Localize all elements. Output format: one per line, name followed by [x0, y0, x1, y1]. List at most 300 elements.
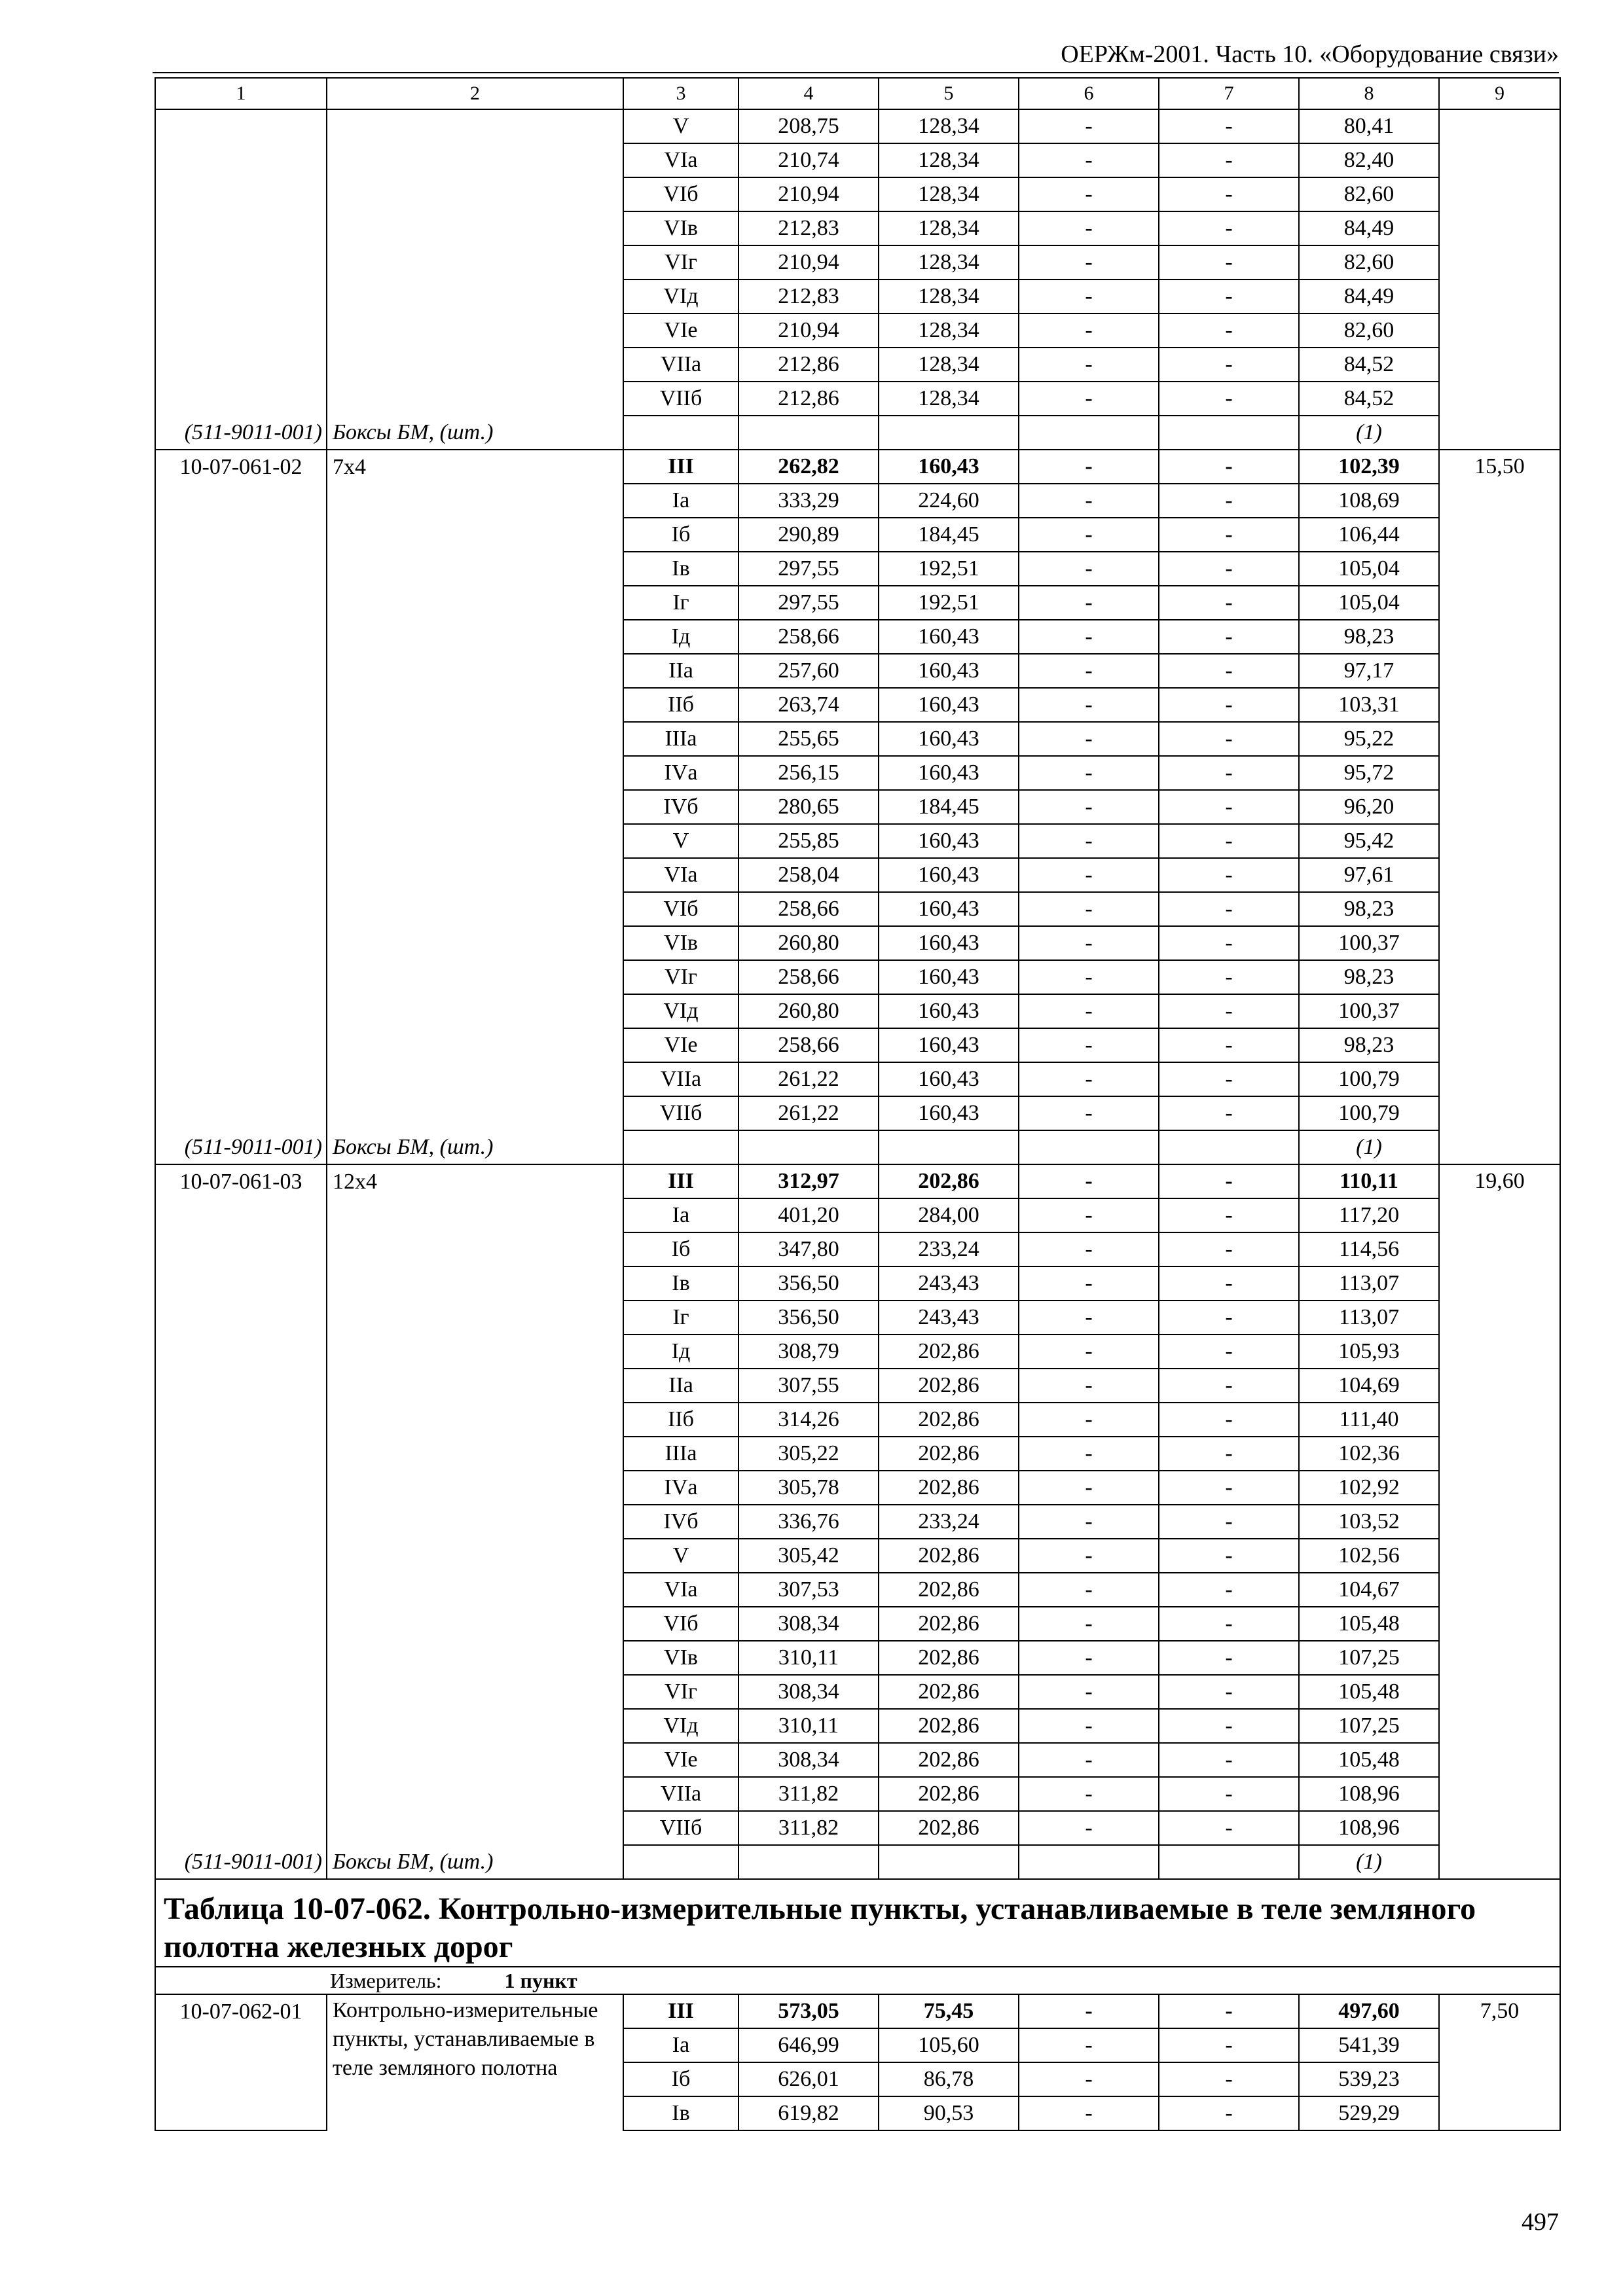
- empty-cell: [1439, 1845, 1560, 1879]
- total-cost-cell: 262,82: [739, 450, 879, 484]
- rate-code-cell: [155, 348, 327, 382]
- rate-name-cell: [327, 1743, 623, 1777]
- total-cost-cell: 260,80: [739, 994, 879, 1028]
- zone-cell: VIд: [623, 279, 739, 314]
- rate-code-cell: [155, 2096, 327, 2130]
- driver-wages-cell: -: [1159, 756, 1299, 790]
- table-row: [155, 1096, 1560, 1130]
- rate-code-cell: [155, 109, 327, 143]
- wages-cell: 202,86: [879, 1164, 1019, 1198]
- unit-value: 1 пункт: [504, 1969, 577, 1992]
- rate-name-cell: [327, 1300, 623, 1335]
- materials-cell: 98,23: [1299, 1028, 1439, 1062]
- driver-wages-cell: -: [1159, 279, 1299, 314]
- running-header: ОЕРЖм-2001. Часть 10. «Оборудование связи»: [1061, 41, 1559, 68]
- total-cost-cell: 290,89: [739, 518, 879, 552]
- rate-code-cell: [155, 1062, 327, 1096]
- labor-cost-cell: [1439, 994, 1560, 1028]
- rate-name-cell: [327, 858, 623, 892]
- materials-cell: 102,56: [1299, 1539, 1439, 1573]
- materials-cell: 95,22: [1299, 722, 1439, 756]
- resource-name: Боксы БМ, (шт.): [327, 1845, 623, 1879]
- wages-cell: 128,34: [879, 109, 1019, 143]
- wages-cell: 202,86: [879, 1403, 1019, 1437]
- table-row: [155, 1777, 1560, 1811]
- driver-wages-cell: -: [1159, 1403, 1299, 1437]
- rate-code-cell: [155, 382, 327, 416]
- zone-cell: VIе: [623, 1743, 739, 1777]
- labor-cost-cell: [1439, 348, 1560, 382]
- total-cost-cell: 308,34: [739, 1743, 879, 1777]
- zone-cell: IVб: [623, 1505, 739, 1539]
- zone-cell: VIд: [623, 1709, 739, 1743]
- rate-name-cell: [327, 1811, 623, 1845]
- materials-cell: 106,44: [1299, 518, 1439, 552]
- driver-wages-cell: -: [1159, 1028, 1299, 1062]
- labor-cost-cell: [1439, 1437, 1560, 1471]
- machines-cell: -: [1019, 1994, 1159, 2028]
- materials-cell: 102,36: [1299, 1437, 1439, 1471]
- rate-code-cell: [155, 1266, 327, 1300]
- rate-code-cell: [155, 484, 327, 518]
- rate-code-cell: [155, 1437, 327, 1471]
- driver-wages-cell: -: [1159, 245, 1299, 279]
- labor-cost-cell: [1439, 654, 1560, 688]
- empty-cell: [739, 416, 879, 450]
- wages-cell: 128,34: [879, 211, 1019, 245]
- driver-wages-cell: -: [1159, 790, 1299, 824]
- driver-wages-cell: -: [1159, 722, 1299, 756]
- table-row: [155, 1539, 1560, 1573]
- materials-cell: 84,52: [1299, 348, 1439, 382]
- wages-cell: 160,43: [879, 926, 1019, 960]
- total-cost-cell: 255,65: [739, 722, 879, 756]
- materials-cell: 105,04: [1299, 552, 1439, 586]
- table-row: [155, 824, 1560, 858]
- rate-code-cell: [155, 1539, 327, 1573]
- rate-code-cell: [155, 1607, 327, 1641]
- empty-cell: [623, 416, 739, 450]
- table-row: [155, 552, 1560, 586]
- total-cost-cell: 333,29: [739, 484, 879, 518]
- total-cost-cell: 619,82: [739, 2096, 879, 2130]
- table-row: [155, 688, 1560, 722]
- resource-name: Боксы БМ, (шт.): [327, 1130, 623, 1164]
- machines-cell: -: [1019, 1369, 1159, 1403]
- empty-cell: [623, 1845, 739, 1879]
- table-row: [155, 177, 1560, 211]
- driver-wages-cell: -: [1159, 1062, 1299, 1096]
- zone-cell: VIе: [623, 1028, 739, 1062]
- rate-name-cell: [327, 926, 623, 960]
- machines-cell: -: [1019, 1607, 1159, 1641]
- machines-cell: -: [1019, 722, 1159, 756]
- driver-wages-cell: -: [1159, 1471, 1299, 1505]
- materials-cell: 497,60: [1299, 1994, 1439, 2028]
- table-row: [155, 586, 1560, 620]
- rate-code-cell: [155, 756, 327, 790]
- rate-code-cell: [155, 143, 327, 177]
- wages-cell: 160,43: [879, 858, 1019, 892]
- table-row: [155, 926, 1560, 960]
- empty-cell: [1439, 416, 1560, 450]
- table-row: [155, 450, 1560, 484]
- machines-cell: -: [1019, 1437, 1159, 1471]
- table-row: [155, 858, 1560, 892]
- labor-cost-cell: 15,50: [1439, 450, 1560, 484]
- driver-wages-cell: -: [1159, 109, 1299, 143]
- rate-name-cell: [327, 314, 623, 348]
- total-cost-cell: 208,75: [739, 109, 879, 143]
- driver-wages-cell: -: [1159, 926, 1299, 960]
- wages-cell: 160,43: [879, 1062, 1019, 1096]
- machines-cell: -: [1019, 1743, 1159, 1777]
- table-row: [155, 279, 1560, 314]
- materials-cell: 107,25: [1299, 1709, 1439, 1743]
- zone-cell: V: [623, 109, 739, 143]
- zone-cell: Iв: [623, 2096, 739, 2130]
- materials-cell: 111,40: [1299, 1403, 1439, 1437]
- wages-cell: 160,43: [879, 1028, 1019, 1062]
- rate-name-cell: [327, 620, 623, 654]
- wages-cell: 184,45: [879, 790, 1019, 824]
- materials-cell: 102,92: [1299, 1471, 1439, 1505]
- total-cost-cell: 307,55: [739, 1369, 879, 1403]
- labor-cost-cell: [1439, 1641, 1560, 1675]
- driver-wages-cell: -: [1159, 1811, 1299, 1845]
- zone-cell: Iб: [623, 518, 739, 552]
- rate-name-cell: [327, 1573, 623, 1607]
- table-row: [155, 1709, 1560, 1743]
- zone-cell: Iб: [623, 1232, 739, 1266]
- labor-cost-cell: [1439, 1403, 1560, 1437]
- total-cost-cell: 646,99: [739, 2028, 879, 2062]
- rate-code-cell: [155, 790, 327, 824]
- driver-wages-cell: -: [1159, 314, 1299, 348]
- machines-cell: -: [1019, 2028, 1159, 2062]
- machines-cell: -: [1019, 790, 1159, 824]
- driver-wages-cell: -: [1159, 552, 1299, 586]
- table-row: [155, 1811, 1560, 1845]
- total-cost-cell: 210,94: [739, 177, 879, 211]
- machines-cell: -: [1019, 1641, 1159, 1675]
- table-row: [155, 1675, 1560, 1709]
- rate-code-cell: 10-07-061-02: [155, 450, 327, 484]
- wages-cell: 192,51: [879, 552, 1019, 586]
- table-row: [155, 109, 1560, 143]
- machines-cell: -: [1019, 824, 1159, 858]
- wages-cell: 160,43: [879, 824, 1019, 858]
- machines-cell: -: [1019, 994, 1159, 1028]
- zone-cell: III: [623, 450, 739, 484]
- rate-code-cell: [155, 892, 327, 926]
- zone-cell: VIв: [623, 211, 739, 245]
- materials-cell: 105,48: [1299, 1607, 1439, 1641]
- machines-cell: -: [1019, 1573, 1159, 1607]
- wages-cell: 160,43: [879, 960, 1019, 994]
- rate-name-cell: [327, 1471, 623, 1505]
- total-cost-cell: 626,01: [739, 2062, 879, 2096]
- total-cost-cell: 356,50: [739, 1266, 879, 1300]
- rate-code-cell: [155, 994, 327, 1028]
- rate-code-cell: [155, 177, 327, 211]
- machines-cell: -: [1019, 2096, 1159, 2130]
- resource-name: Боксы БМ, (шт.): [327, 416, 623, 450]
- rate-name-cell: [327, 654, 623, 688]
- table-row: [155, 1573, 1560, 1607]
- table-row: [155, 790, 1560, 824]
- wages-cell: 160,43: [879, 620, 1019, 654]
- rate-code-cell: [155, 824, 327, 858]
- empty-cell: [1019, 1130, 1159, 1164]
- labor-cost-cell: [1439, 382, 1560, 416]
- materials-cell: 82,40: [1299, 143, 1439, 177]
- total-cost-cell: 305,22: [739, 1437, 879, 1471]
- labor-cost-cell: [1439, 314, 1560, 348]
- zone-cell: Iб: [623, 2062, 739, 2096]
- driver-wages-cell: -: [1159, 1437, 1299, 1471]
- resource-code: (511-9011-001): [155, 416, 327, 450]
- materials-cell: 104,67: [1299, 1573, 1439, 1607]
- table-row: [155, 518, 1560, 552]
- rate-code-cell: 10-07-062-01: [155, 1994, 327, 2028]
- zone-cell: IVа: [623, 756, 739, 790]
- rate-name-cell: [327, 348, 623, 382]
- wages-cell: 202,86: [879, 1743, 1019, 1777]
- rate-code-cell: [155, 1028, 327, 1062]
- empty-cell: [739, 1130, 879, 1164]
- labor-cost-cell: [1439, 722, 1560, 756]
- column-number: 4: [739, 78, 879, 109]
- zone-cell: Iд: [623, 1335, 739, 1369]
- machines-cell: -: [1019, 1403, 1159, 1437]
- table-row: [155, 722, 1560, 756]
- machines-cell: -: [1019, 484, 1159, 518]
- driver-wages-cell: -: [1159, 1539, 1299, 1573]
- materials-cell: 105,04: [1299, 586, 1439, 620]
- materials-cell: 95,72: [1299, 756, 1439, 790]
- wages-cell: 160,43: [879, 892, 1019, 926]
- zone-cell: Iа: [623, 2028, 739, 2062]
- driver-wages-cell: -: [1159, 1096, 1299, 1130]
- machines-cell: -: [1019, 1028, 1159, 1062]
- rate-code-cell: [155, 1232, 327, 1266]
- wages-cell: 202,86: [879, 1709, 1019, 1743]
- labor-cost-cell: [1439, 2028, 1560, 2062]
- driver-wages-cell: -: [1159, 1994, 1299, 2028]
- total-cost-cell: 308,34: [739, 1607, 879, 1641]
- rate-name-cell: [327, 1505, 623, 1539]
- machines-cell: -: [1019, 1266, 1159, 1300]
- materials-cell: 105,48: [1299, 1743, 1439, 1777]
- total-cost-cell: 258,66: [739, 620, 879, 654]
- zone-cell: VIг: [623, 1675, 739, 1709]
- table-row: [155, 211, 1560, 245]
- rate-code-cell: [155, 1573, 327, 1607]
- labor-cost-cell: [1439, 620, 1560, 654]
- rate-code-cell: [155, 1471, 327, 1505]
- labor-cost-cell: [1439, 1607, 1560, 1641]
- table-row: [155, 1641, 1560, 1675]
- machines-cell: -: [1019, 382, 1159, 416]
- driver-wages-cell: -: [1159, 892, 1299, 926]
- zone-cell: V: [623, 1539, 739, 1573]
- rate-name-cell: Контрольно-измерительные пункты, устанавливаемые в теле земляного полотна: [327, 1994, 623, 2130]
- total-cost-cell: 260,80: [739, 926, 879, 960]
- labor-cost-cell: [1439, 279, 1560, 314]
- driver-wages-cell: -: [1159, 994, 1299, 1028]
- wages-cell: 202,86: [879, 1471, 1019, 1505]
- wages-cell: 128,34: [879, 279, 1019, 314]
- labor-cost-cell: [1439, 1335, 1560, 1369]
- materials-cell: 98,23: [1299, 960, 1439, 994]
- rate-name-cell: [327, 1437, 623, 1471]
- rate-name-cell: [327, 1335, 623, 1369]
- materials-cell: 114,56: [1299, 1232, 1439, 1266]
- machines-cell: -: [1019, 926, 1159, 960]
- column-number: 6: [1019, 78, 1159, 109]
- wages-cell: 128,34: [879, 245, 1019, 279]
- machines-cell: -: [1019, 1675, 1159, 1709]
- driver-wages-cell: -: [1159, 1675, 1299, 1709]
- rate-code-cell: [155, 1641, 327, 1675]
- labor-cost-cell: [1439, 1096, 1560, 1130]
- zone-cell: VIб: [623, 1607, 739, 1641]
- total-cost-cell: 212,83: [739, 279, 879, 314]
- labor-cost-cell: [1439, 1028, 1560, 1062]
- rate-code-cell: [155, 858, 327, 892]
- wages-cell: 160,43: [879, 654, 1019, 688]
- table-row: [155, 1335, 1560, 1369]
- labor-cost-cell: [1439, 1709, 1560, 1743]
- driver-wages-cell: -: [1159, 654, 1299, 688]
- labor-cost-cell: [1439, 1675, 1560, 1709]
- labor-cost-cell: [1439, 1369, 1560, 1403]
- driver-wages-cell: -: [1159, 1335, 1299, 1369]
- materials-cell: 100,79: [1299, 1096, 1439, 1130]
- driver-wages-cell: -: [1159, 2062, 1299, 2096]
- table-row: [155, 1369, 1560, 1403]
- rate-code-cell: [155, 1709, 327, 1743]
- materials-cell: 97,61: [1299, 858, 1439, 892]
- labor-cost-cell: [1439, 143, 1560, 177]
- zone-cell: IIб: [623, 1403, 739, 1437]
- rate-code-cell: [155, 211, 327, 245]
- resource-quantity: (1): [1299, 416, 1439, 450]
- rate-name-cell: [327, 177, 623, 211]
- rate-code-cell: [155, 2062, 327, 2096]
- wages-cell: 233,24: [879, 1505, 1019, 1539]
- table-row: [155, 654, 1560, 688]
- machines-cell: -: [1019, 1539, 1159, 1573]
- total-cost-cell: 310,11: [739, 1709, 879, 1743]
- zone-cell: VIа: [623, 1573, 739, 1607]
- total-cost-cell: 258,04: [739, 858, 879, 892]
- rate-name-cell: [327, 960, 623, 994]
- materials-cell: 108,96: [1299, 1777, 1439, 1811]
- driver-wages-cell: -: [1159, 1573, 1299, 1607]
- column-number: 9: [1439, 78, 1560, 109]
- machines-cell: -: [1019, 279, 1159, 314]
- rate-code-cell: [155, 688, 327, 722]
- rate-code-cell: [155, 314, 327, 348]
- empty-cell: [1019, 416, 1159, 450]
- table-row: [155, 892, 1560, 926]
- driver-wages-cell: -: [1159, 1641, 1299, 1675]
- rate-code-cell: [155, 586, 327, 620]
- wages-cell: 160,43: [879, 688, 1019, 722]
- zone-cell: VIIб: [623, 382, 739, 416]
- header-rule: [153, 72, 1559, 73]
- zone-cell: Iг: [623, 586, 739, 620]
- rate-name-cell: [327, 382, 623, 416]
- rate-name-cell: [327, 1369, 623, 1403]
- table-row: [155, 314, 1560, 348]
- zone-cell: Iд: [623, 620, 739, 654]
- table-row: [155, 1198, 1560, 1232]
- materials-cell: 539,23: [1299, 2062, 1439, 2096]
- machines-cell: -: [1019, 620, 1159, 654]
- labor-cost-cell: [1439, 552, 1560, 586]
- wages-cell: 184,45: [879, 518, 1019, 552]
- materials-cell: 95,42: [1299, 824, 1439, 858]
- column-number: 8: [1299, 78, 1439, 109]
- rate-name-cell: 7х4: [327, 450, 623, 484]
- total-cost-cell: 308,79: [739, 1335, 879, 1369]
- total-cost-cell: 308,34: [739, 1675, 879, 1709]
- total-cost-cell: 257,60: [739, 654, 879, 688]
- total-cost-cell: 356,50: [739, 1300, 879, 1335]
- empty-cell: [879, 416, 1019, 450]
- materials-cell: 103,52: [1299, 1505, 1439, 1539]
- wages-cell: 160,43: [879, 722, 1019, 756]
- driver-wages-cell: -: [1159, 688, 1299, 722]
- total-cost-cell: 258,66: [739, 892, 879, 926]
- page-number: 497: [1522, 2208, 1559, 2236]
- rate-name-cell: [327, 245, 623, 279]
- rate-code-cell: [155, 1300, 327, 1335]
- zone-cell: VIв: [623, 1641, 739, 1675]
- machines-cell: -: [1019, 1709, 1159, 1743]
- driver-wages-cell: -: [1159, 211, 1299, 245]
- rate-name-cell: [327, 552, 623, 586]
- table-row: [155, 484, 1560, 518]
- rate-name-cell: [327, 279, 623, 314]
- labor-cost-cell: 19,60: [1439, 1164, 1560, 1198]
- table-row: [155, 245, 1560, 279]
- machines-cell: -: [1019, 1777, 1159, 1811]
- zone-cell: VIг: [623, 960, 739, 994]
- machines-cell: -: [1019, 654, 1159, 688]
- table-row: [155, 1607, 1560, 1641]
- labor-cost-cell: [1439, 824, 1560, 858]
- zone-cell: IIIа: [623, 722, 739, 756]
- wages-cell: 202,86: [879, 1641, 1019, 1675]
- machines-cell: -: [1019, 688, 1159, 722]
- labor-cost-cell: [1439, 688, 1560, 722]
- materials-cell: 82,60: [1299, 177, 1439, 211]
- total-cost-cell: 212,83: [739, 211, 879, 245]
- materials-cell: 84,49: [1299, 279, 1439, 314]
- machines-cell: -: [1019, 1471, 1159, 1505]
- wages-cell: 160,43: [879, 450, 1019, 484]
- machines-cell: -: [1019, 756, 1159, 790]
- wages-cell: 243,43: [879, 1266, 1019, 1300]
- driver-wages-cell: -: [1159, 858, 1299, 892]
- total-cost-cell: 401,20: [739, 1198, 879, 1232]
- labor-cost-cell: [1439, 1811, 1560, 1845]
- zone-cell: VIIа: [623, 1777, 739, 1811]
